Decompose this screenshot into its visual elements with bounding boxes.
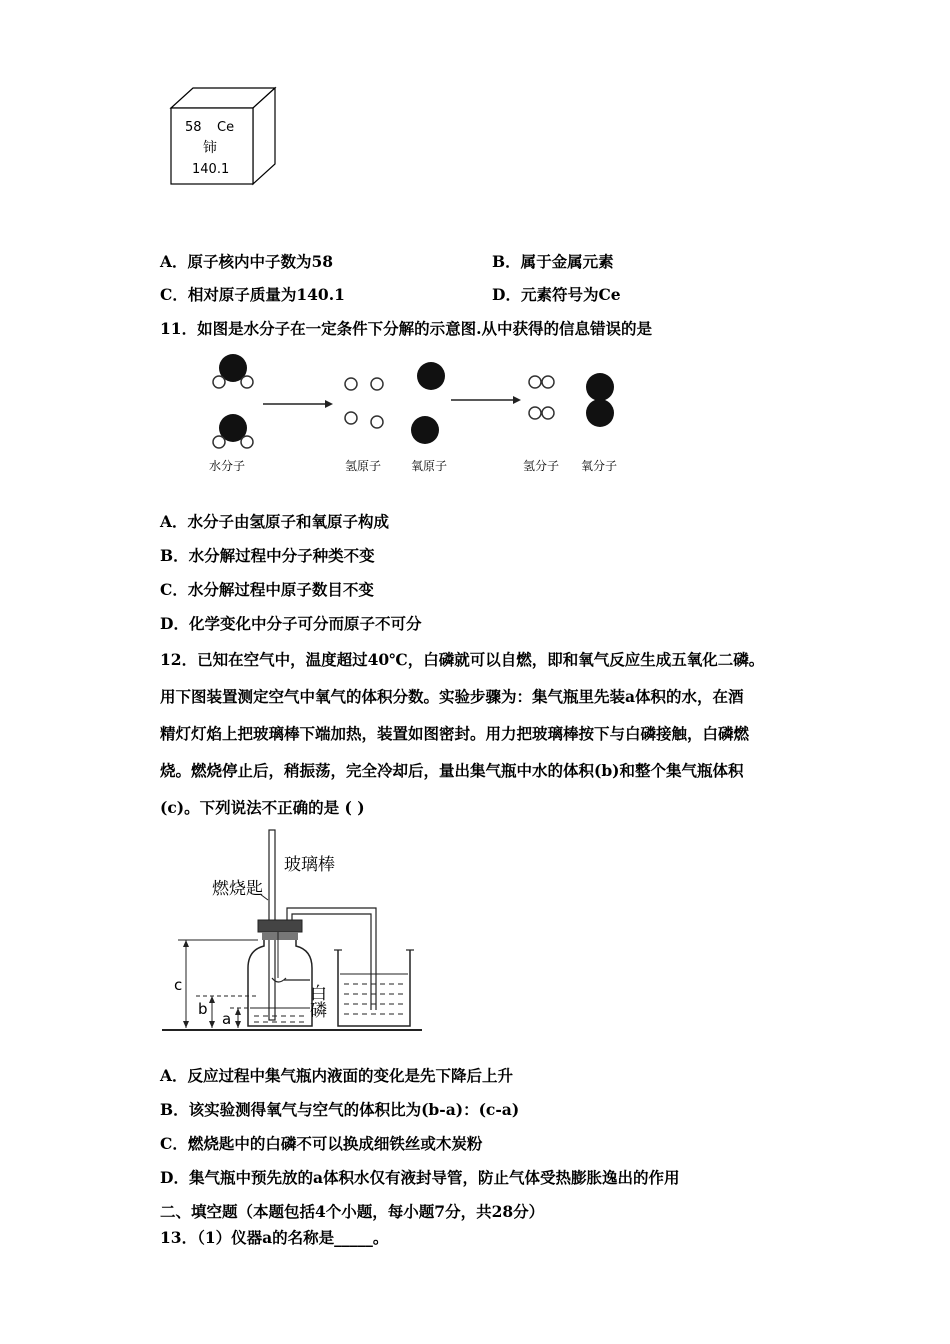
label-white-phosphorus: 白磷 xyxy=(306,984,326,1018)
label-oxygen-atom: 氧原子 xyxy=(411,459,448,473)
element-name: 铈 xyxy=(203,140,217,156)
label-combustion-spoon: 燃烧匙 xyxy=(212,879,263,899)
q12-option-b: B．该实验测得氧气与空气的体积比为(b-a)：(c-a) xyxy=(160,1100,520,1119)
section-2-heading: 二、填空题（本题包括4个小题，每小题7分，共28分） xyxy=(160,1202,545,1221)
label-b: b xyxy=(198,1000,208,1018)
element-mass: 140.1 xyxy=(192,162,230,177)
q12-option-c: C．燃烧匙中的白磷不可以换成细铁丝或木炭粉 xyxy=(160,1134,483,1153)
q12-stem-line-2: 用下图装置测定空气中氧气的体积分数。实验步骤为：集气瓶里先装a体积的水，在酒 xyxy=(160,687,744,706)
q12-stem-line-4: 烧。燃烧停止后，稍振荡，完全冷却后，量出集气瓶中水的体积(b)和整个集气瓶体积 xyxy=(160,761,744,780)
q12-option-a: A．反应过程中集气瓶内液面的变化是先下降后上升 xyxy=(160,1066,514,1085)
label-a: a xyxy=(222,1010,232,1028)
q11-option-c: C．水分解过程中原子数目不变 xyxy=(160,580,374,599)
label-hydrogen-molecule: 氢分子 xyxy=(523,459,560,473)
q10-option-a: A．原子核内中子数为58 xyxy=(160,252,334,271)
q13-text: 13．（1）仪器a的名称是_____。 xyxy=(160,1228,389,1247)
label-oxygen-molecule: 氧分子 xyxy=(581,459,618,473)
q12-stem-line-5: (c)。下列说法不正确的是 ( ) xyxy=(160,798,365,817)
q11-stem: 11．如图是水分子在一定条件下分解的示意图.从中获得的信息错误的是 xyxy=(160,319,652,338)
q10-option-d: D．元素符号为Ce xyxy=(492,285,621,304)
q12-option-d: D．集气瓶中预先放的a体积水仅有液封导管，防止气体受热膨胀逸出的作用 xyxy=(160,1168,680,1187)
label-hydrogen-atom: 氢原子 xyxy=(345,459,382,473)
water-molecule-2 xyxy=(213,414,253,448)
element-number: 58 xyxy=(185,120,202,135)
label-water-molecule: 水分子 xyxy=(209,459,246,473)
q12-stem-line-3: 精灯灯焰上把玻璃棒下端加热，装置如图密封。用力把玻璃棒按下与白磷接触，白磷燃 xyxy=(160,724,750,743)
label-c: c xyxy=(174,976,183,994)
element-card-figure xyxy=(165,86,280,188)
q10-option-c: C．相对原子质量为140.1 xyxy=(160,285,345,304)
q10-option-b: B．属于金属元素 xyxy=(492,252,614,271)
q11-option-d: D．化学变化中分子可分而原子不可分 xyxy=(160,614,422,633)
label-glass-rod: 玻璃棒 xyxy=(284,855,335,875)
q12-stem-line-1: 12．已知在空气中，温度超过40℃，白磷就可以自燃，即和氧气反应生成五氧化二磷。 xyxy=(160,650,765,669)
element-symbol: Ce xyxy=(217,120,235,135)
water-decomposition-figure xyxy=(205,352,645,480)
water-molecule-1 xyxy=(213,354,253,388)
q11-option-a: A．水分子由氢原子和氧原子构成 xyxy=(160,512,390,531)
q11-option-b: B．水分解过程中分子种类不变 xyxy=(160,546,375,565)
apparatus-figure xyxy=(160,828,430,1038)
